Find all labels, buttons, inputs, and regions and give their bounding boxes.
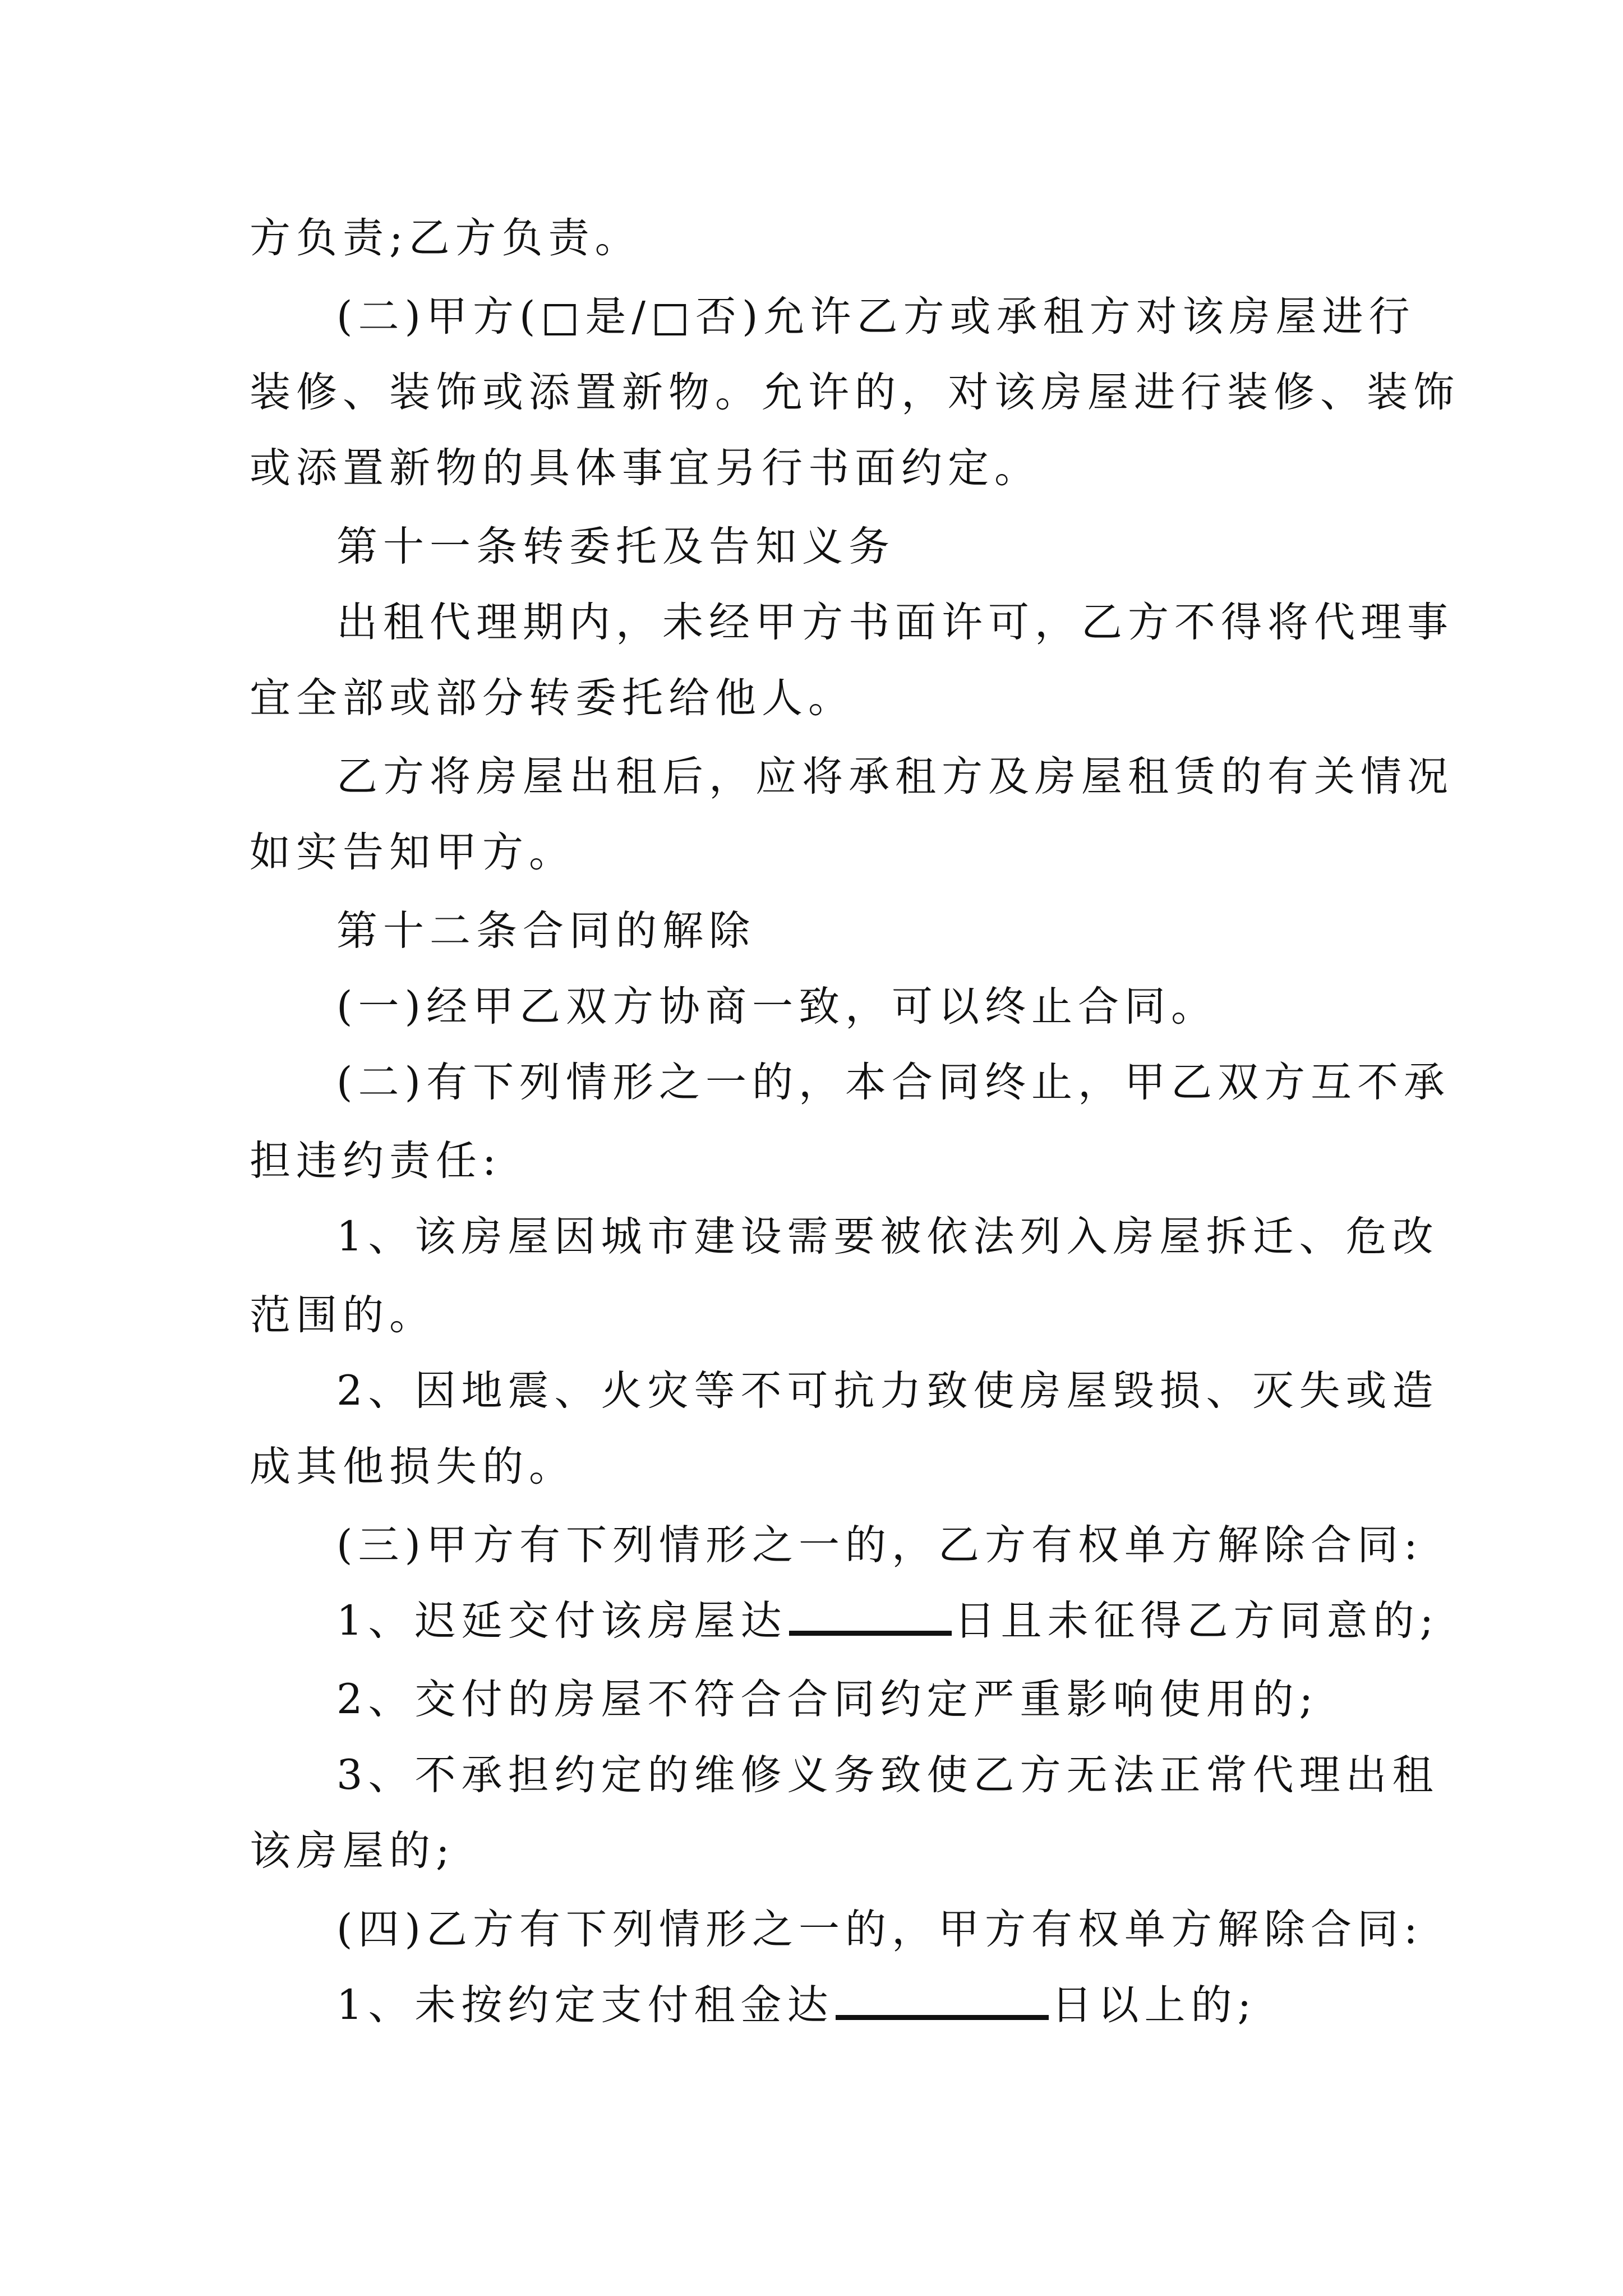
text-line: 出租代理期内，未经甲方书面许可，乙方不得将代理事: [336, 599, 1454, 646]
text-line: 2、交付的房屋不符合合同约定严重影响使用的;: [336, 1676, 1319, 1723]
text-line: (二)甲方(□是/□否)允许乙方或承租方对该房屋进行: [336, 293, 1415, 341]
text-segment: 1、迟延交付该房屋达: [336, 1597, 787, 1645]
text-line: 或添置新物的具体事宜另行书面约定。: [250, 444, 1041, 492]
text-line: 装修、装饰或添置新物。允许的，对该房屋进行装修、装饰: [250, 369, 1460, 416]
text-line-with-blank: [336, 1972, 1388, 2039]
text-line: (四)乙方有下列情形之一的，甲方有权单方解除合同:: [336, 1906, 1423, 1953]
text-line: (一)经甲乙双方协商一致，可以终止合同。: [336, 983, 1218, 1030]
text-line: 3、不承担约定的维修义务致使乙方无法正常代理出租: [336, 1751, 1439, 1799]
text-line: 如实告知甲方。: [250, 829, 575, 876]
text-segment: 日且未征得乙方同意的;: [954, 1597, 1440, 1645]
text-line: (三)甲方有下列情形之一的，乙方有权单方解除合同:: [336, 1521, 1423, 1569]
text-line: 乙方将房屋出租后，应将承租方及房屋租赁的有关情况: [336, 753, 1454, 800]
fill-in-blank: [836, 1976, 1049, 2020]
text-line: (二)有下列情形之一的，本合同终止，甲乙双方互不承: [336, 1059, 1450, 1106]
text-line: 担违约责任:: [250, 1137, 502, 1185]
section-heading: 第十一条转委托及告知义务: [336, 523, 895, 570]
text-line: 方负责;乙方负责。: [250, 214, 642, 262]
text-line: 该房屋的;: [250, 1827, 455, 1875]
section-heading: 第十二条合同的解除: [336, 907, 755, 955]
fill-in-blank: [789, 1591, 952, 1636]
text-line: 成其他损失的。: [250, 1443, 575, 1490]
text-line: 宜全部或部分转委托给他人。: [250, 674, 855, 722]
text-line: 1、该房屋因城市建设需要被依法列入房屋拆迁、危改: [336, 1213, 1439, 1260]
text-segment: 1、未按约定支付租金达: [336, 1981, 834, 2029]
text-line: 范围的。: [250, 1291, 436, 1339]
text-line-with-blank: [336, 1588, 1440, 1655]
text-segment: 日以上的;: [1051, 1981, 1257, 2029]
text-line: 2、因地震、火灾等不可抗力致使房屋毁损、灭失或造: [336, 1367, 1439, 1415]
